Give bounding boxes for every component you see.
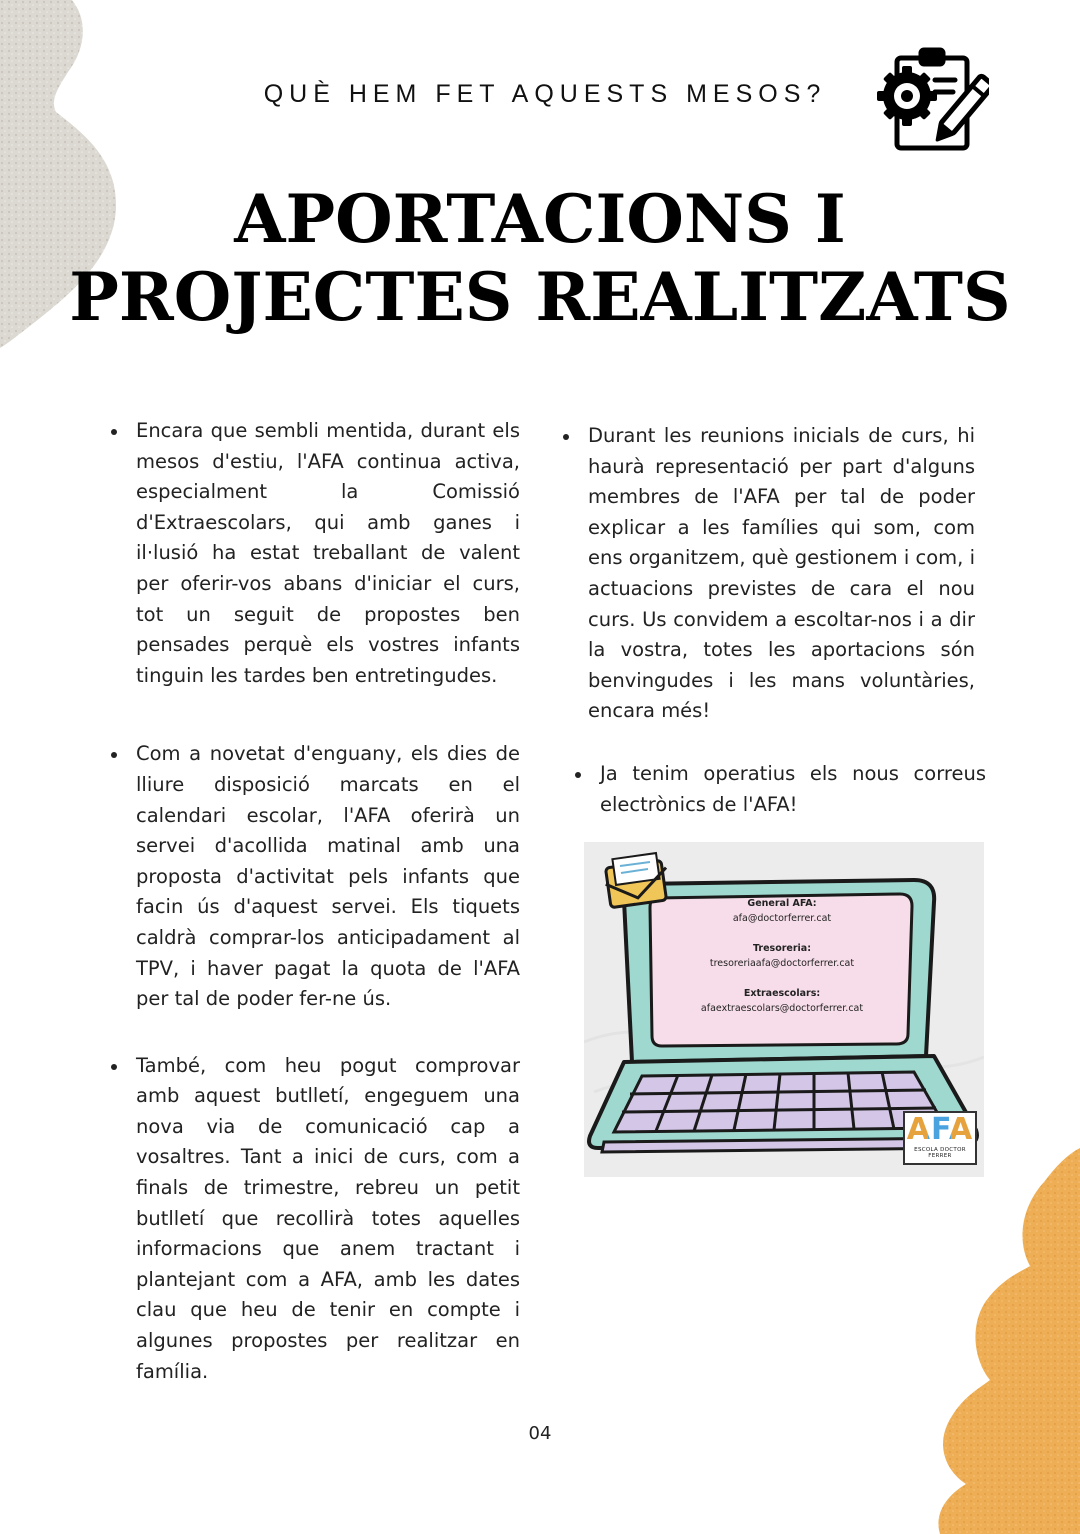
email-general: [654, 896, 910, 926]
right-column: [560, 421, 975, 727]
afa-logo-mark: AFA: [906, 1112, 974, 1147]
bullet-text: Ja tenim operatius els nous correus electrònics de l'AFA!: [600, 762, 986, 816]
email-treasury-address[interactable]: tresoreriaafa@doctorferrer.cat: [709, 958, 855, 969]
bullet-morning-service: [108, 739, 520, 1014]
section-kicker: QUÈ HEM FET AQUESTS MESOS?: [263, 80, 827, 108]
page-title-line-2: PROJECTES REALITZATS: [69, 258, 1011, 336]
email-treasury: [654, 941, 910, 971]
email-intro: [572, 759, 986, 820]
email-extra: [654, 986, 910, 1016]
page-title-line-1: APORTACIONS I: [234, 180, 846, 258]
bullet-initial-meetings: [560, 421, 975, 727]
email-general-label: General AFA:: [747, 898, 817, 909]
email-extra-address[interactable]: afaextraescolars@doctorferrer.cat: [700, 1003, 864, 1014]
bullet-summer-activity: [108, 416, 520, 691]
email-list: [654, 896, 910, 1031]
email-general-address[interactable]: afa@doctorferrer.cat: [732, 913, 832, 924]
page-title: [0, 180, 1080, 336]
orange-blob-decoration: [920, 1148, 1080, 1534]
left-column: [108, 416, 520, 1387]
bullet-text: També, com heu pogut comprovar amb aquest butlletí, engeguem una nova via de comunicació cap a vosaltres. Tant a inici de curs, com a finals de trimestre, rebreu un petit butlletí que recollirà totes aquelles informacions que anem tractant i plantejant com a AFA, amb les dates clau que heu de tenir en compte i algunes propostes per realitzar en família.: [136, 1053, 520, 1383]
clipboard-gear-pencil-icon: [877, 44, 989, 152]
email-extra-label: Extraescolars:: [743, 988, 821, 999]
bullet-text: Com a novetat d'enguany, els dies de lliure disposició marcats en el calendari escolar, l'AFA oferirà un servei d'acollida matinal amb una proposta d'activitat pels infants que facin ús d'aquest servei. Els tiquets caldrà comprar-los anticipadament al TPV, i haver pagat la quota de l'AFA per tal de poder fer-ne ús.: [136, 742, 520, 1011]
bullet-text: Encara que sembli mentida, durant els mesos d'estiu, l'AFA continua activa, especialment la Comissió d'Extraescolars, qui amb ganes i il·lusió ha estat treballant de valent per oferir-vos abans d'iniciar el curs, tot un seguit de propostes ben pensades perquè els vostres infants tinguin les tardes ben entretingudes.: [136, 419, 520, 687]
bullet-new-emails: [572, 759, 986, 820]
bullet-text: Durant les reunions inicials de curs, hi haurà representació per part d'alguns membres de l'AFA per tal de poder explicar a les famílies qui som, com ens organitzem, què gestionem i com, i actuacions previstes de cara el nou curs. Us convidem a escoltar-nos i a dir la vostra, totes les aportacions són benvingudes i les mans voluntàries, encara més!: [588, 424, 975, 723]
email-treasury-label: Tresoreria:: [752, 943, 812, 954]
afa-logo: [903, 1111, 977, 1165]
page-number: 04: [528, 1423, 552, 1444]
bullet-newsletter: [108, 1051, 520, 1388]
afa-logo-school: ESCOLA DOCTOR FERRER: [914, 1147, 966, 1159]
